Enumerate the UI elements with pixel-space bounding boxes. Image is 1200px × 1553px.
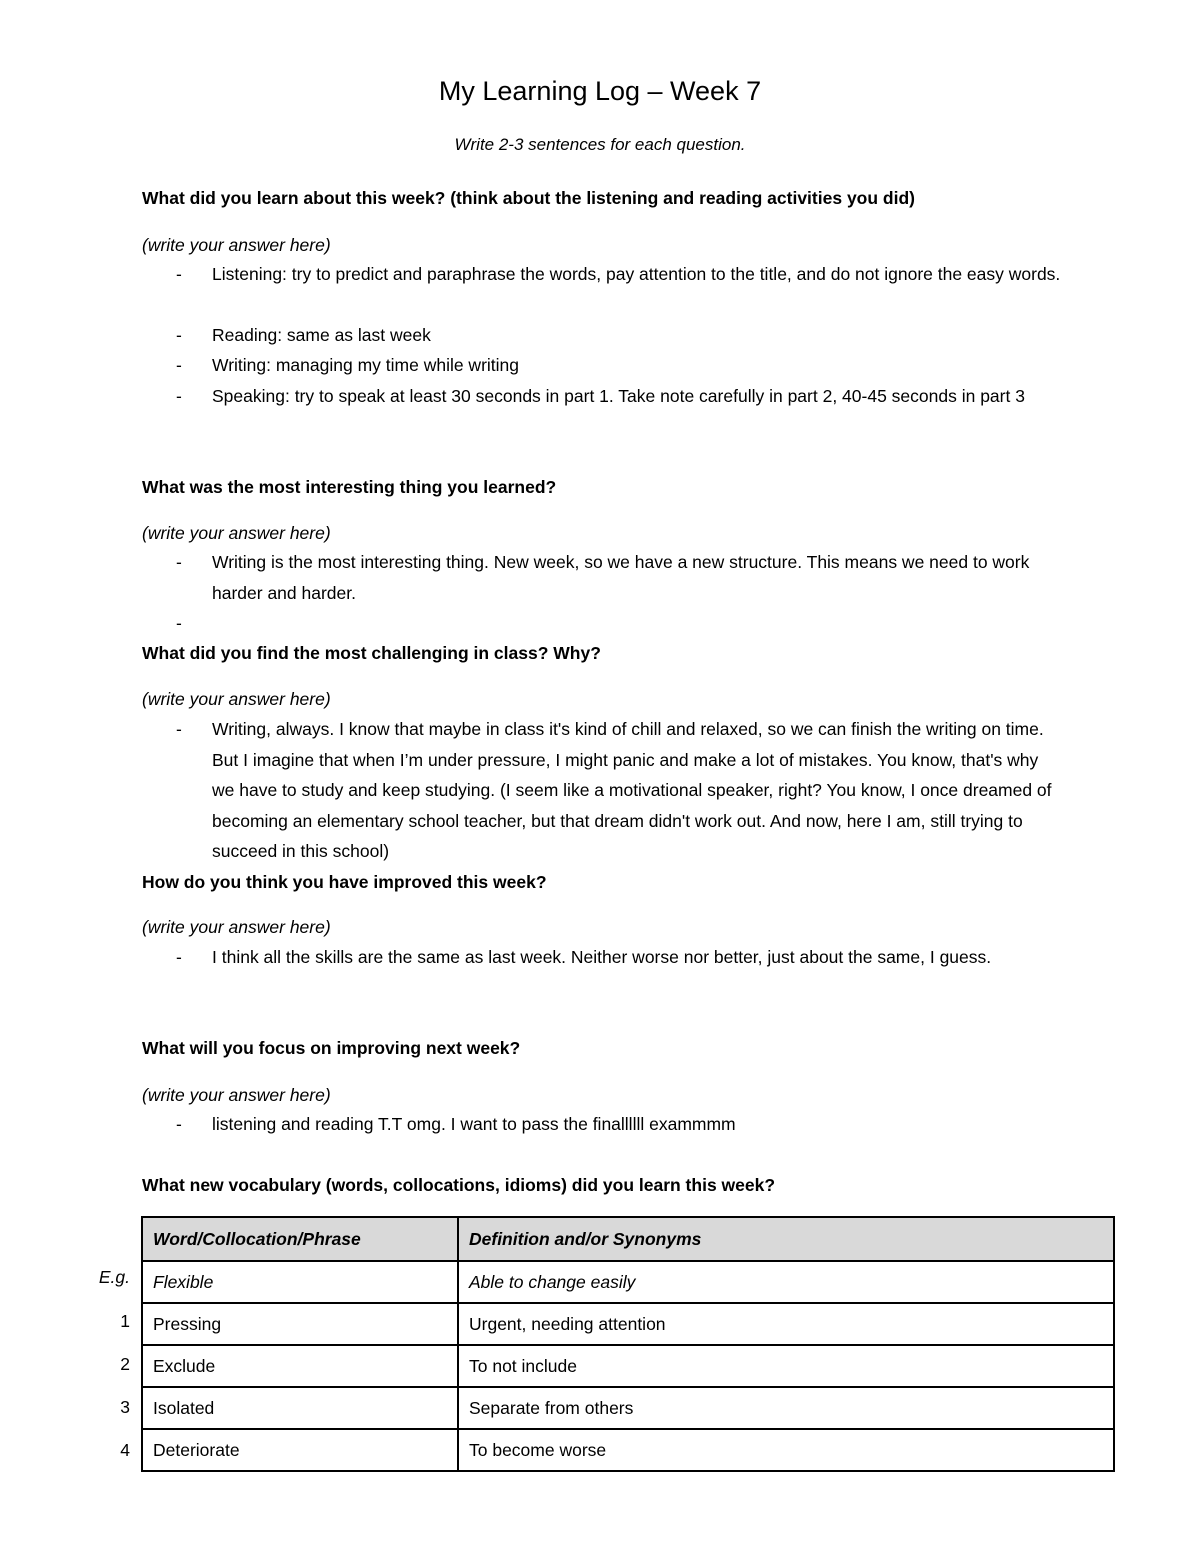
table-row bbox=[142, 1345, 1114, 1387]
bullet-dash: - bbox=[176, 264, 182, 284]
answer-item bbox=[142, 350, 1062, 381]
table-row bbox=[142, 1303, 1114, 1345]
answer-text: Speaking: try to speak at least 30 seconds in part 1. Take note carefully in part 2, 40-45 seconds in part 3 bbox=[212, 386, 1025, 406]
bullet-dash: - bbox=[176, 1114, 182, 1134]
answer-item bbox=[142, 1109, 1062, 1140]
word-cell: Flexible bbox=[142, 1261, 458, 1303]
answer-text: Writing, always. I know that maybe in class it's kind of chill and relaxed, so we can finish the writing on time. But I imagine that when I’m under pressure, I might panic and make a lot of mistakes. You know, that's why we have to study and keep studying. (I seem like a motivational speaker, right? You know, I once dreamed of becoming an elementary school teacher, but that dream didn't work out. And now, here I am, still trying to succeed in this school) bbox=[212, 719, 1052, 861]
answer-prompt: (write your answer here) bbox=[142, 917, 331, 937]
answer-item bbox=[142, 714, 1062, 867]
bullet-dash: - bbox=[176, 613, 182, 633]
bullet-dash: - bbox=[176, 947, 182, 967]
word-cell: Deteriorate bbox=[142, 1429, 458, 1471]
word-cell: Exclude bbox=[142, 1345, 458, 1387]
word-cell: Pressing bbox=[142, 1303, 458, 1345]
answer-item bbox=[142, 547, 1062, 608]
row-label: 3 bbox=[120, 1397, 130, 1417]
bullet-dash: - bbox=[176, 325, 182, 345]
definition-cell: Separate from others bbox=[458, 1387, 1114, 1429]
answer-text: I think all the skills are the same as last week. Neither worse nor better, just about the same, I guess. bbox=[212, 947, 992, 967]
column-header-definition: Definition and/or Synonyms bbox=[458, 1217, 1114, 1261]
definition-cell: Urgent, needing attention bbox=[458, 1303, 1114, 1345]
question-focus-next-week: What will you focus on improving next week? bbox=[142, 1038, 521, 1058]
row-label: 2 bbox=[120, 1354, 130, 1374]
bullet-dash: - bbox=[176, 355, 182, 375]
page-title: My Learning Log – Week 7 bbox=[438, 76, 762, 106]
definition-cell: To become worse bbox=[458, 1429, 1114, 1471]
answer-text: Writing is the most interesting thing. New week, so we have a new structure. This means we need to work harder and harder. bbox=[212, 552, 1030, 603]
question-challenging: What did you find the most challenging in class? Why? bbox=[142, 643, 601, 663]
answer-item bbox=[142, 320, 1062, 351]
answer-text: listening and reading T.T omg. I want to pass the finallllll exammmm bbox=[212, 1114, 736, 1134]
bullet-dash: - bbox=[176, 552, 182, 572]
table-row bbox=[142, 1261, 1114, 1303]
question-interesting: What was the most interesting thing you learned? bbox=[142, 477, 557, 497]
answer-prompt: (write your answer here) bbox=[142, 235, 331, 255]
answer-item bbox=[142, 942, 1062, 973]
row-label: 4 bbox=[120, 1440, 130, 1460]
answer-text: Listening: try to predict and paraphrase the words, pay attention to the title, and do not ignore the easy words. bbox=[212, 264, 1061, 284]
word-cell: Isolated bbox=[142, 1387, 458, 1429]
column-header-word: Word/Collocation/Phrase bbox=[142, 1217, 458, 1261]
bullet-dash: - bbox=[176, 719, 182, 739]
table-header-row bbox=[142, 1217, 1114, 1261]
question-vocabulary: What new vocabulary (words, collocations, idioms) did you learn this week? bbox=[142, 1175, 776, 1195]
question-learned: What did you learn about this week? (think about the listening and reading activities you did) bbox=[142, 188, 915, 208]
definition-cell: Able to change easily bbox=[458, 1261, 1114, 1303]
answer-text: Writing: managing my time while writing bbox=[212, 355, 520, 375]
question-improved: How do you think you have improved this week? bbox=[142, 872, 547, 892]
answer-item bbox=[142, 381, 1062, 412]
table-row bbox=[142, 1387, 1114, 1429]
answer-prompt: (write your answer here) bbox=[142, 689, 331, 709]
table-row bbox=[142, 1429, 1114, 1471]
answer-prompt: (write your answer here) bbox=[142, 1085, 331, 1105]
vocabulary-table bbox=[141, 1216, 1115, 1472]
answer-item bbox=[142, 259, 1062, 290]
instruction-text: Write 2-3 sentences for each question. bbox=[454, 135, 746, 154]
row-label-example: E.g. bbox=[98, 1267, 130, 1287]
answer-prompt: (write your answer here) bbox=[142, 523, 331, 543]
definition-cell: To not include bbox=[458, 1345, 1114, 1387]
bullet-dash: - bbox=[176, 386, 182, 406]
answer-text: Reading: same as last week bbox=[212, 325, 431, 345]
row-label: 1 bbox=[120, 1311, 130, 1331]
